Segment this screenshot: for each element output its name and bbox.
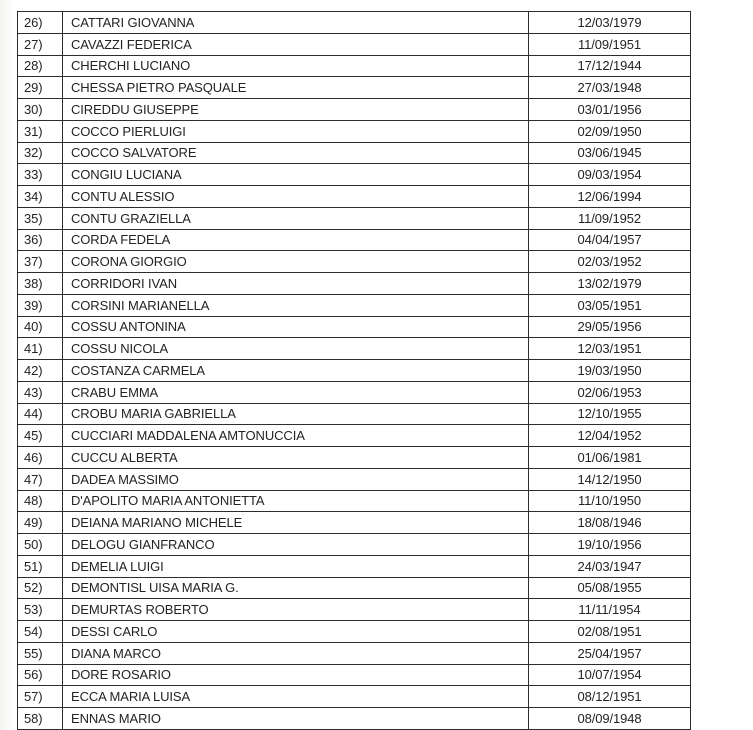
person-name-cell: CUCCIARI MADDALENA AMTONUCCIA (63, 425, 529, 447)
person-name-cell: COCCO SALVATORE (63, 143, 529, 165)
birth-date-cell: 02/06/1953 (529, 382, 691, 404)
row-number-cell: 41) (18, 338, 63, 360)
table-row (18, 599, 691, 621)
table-row (18, 382, 691, 404)
row-number-cell: 57) (18, 686, 63, 708)
birth-date-cell: 12/10/1955 (529, 404, 691, 426)
person-name-cell: CRABU EMMA (63, 382, 529, 404)
table-row (18, 208, 691, 230)
row-number-cell: 51) (18, 556, 63, 578)
person-name-cell: CORRIDORI IVAN (63, 273, 529, 295)
person-name-cell: CONTU GRAZIELLA (63, 208, 529, 230)
birth-date-cell: 14/12/1950 (529, 469, 691, 491)
birth-date-cell: 04/04/1957 (529, 230, 691, 252)
person-name-cell: CUCCU ALBERTA (63, 447, 529, 469)
table-row (18, 295, 691, 317)
person-name-cell: DEMURTAS ROBERTO (63, 599, 529, 621)
birth-date-cell: 03/06/1945 (529, 143, 691, 165)
birth-date-cell: 02/09/1950 (529, 121, 691, 143)
birth-date-cell: 11/09/1951 (529, 34, 691, 56)
person-name-cell: CROBU MARIA GABRIELLA (63, 404, 529, 426)
row-number-cell: 49) (18, 512, 63, 534)
row-number-cell: 58) (18, 708, 63, 730)
birth-date-cell: 27/03/1948 (529, 77, 691, 99)
table-row (18, 164, 691, 186)
birth-date-cell: 01/06/1981 (529, 447, 691, 469)
table-row (18, 578, 691, 600)
table-row (18, 643, 691, 665)
row-number-cell: 31) (18, 121, 63, 143)
row-number-cell: 38) (18, 273, 63, 295)
person-name-cell: COSSU ANTONINA (63, 317, 529, 339)
birth-date-cell: 09/03/1954 (529, 164, 691, 186)
table-row (18, 12, 691, 34)
table-row (18, 99, 691, 121)
person-name-cell: CORSINI MARIANELLA (63, 295, 529, 317)
row-number-cell: 28) (18, 56, 63, 78)
row-number-cell: 33) (18, 164, 63, 186)
birth-date-cell: 12/03/1951 (529, 338, 691, 360)
table-row (18, 338, 691, 360)
table-row (18, 425, 691, 447)
table-row (18, 469, 691, 491)
birth-date-cell: 11/10/1950 (529, 491, 691, 513)
birth-date-cell: 12/03/1979 (529, 12, 691, 34)
person-name-cell: CHERCHI LUCIANO (63, 56, 529, 78)
person-name-cell: CONGIU LUCIANA (63, 164, 529, 186)
table-row (18, 404, 691, 426)
person-name-cell: ECCA MARIA LUISA (63, 686, 529, 708)
birth-date-cell: 29/05/1956 (529, 317, 691, 339)
row-number-cell: 43) (18, 382, 63, 404)
scan-left-margin (0, 0, 14, 730)
table-row (18, 708, 691, 730)
row-number-cell: 36) (18, 230, 63, 252)
person-name-cell: CHESSA PIETRO PASQUALE (63, 77, 529, 99)
row-number-cell: 37) (18, 251, 63, 273)
person-name-cell: ENNAS MARIO (63, 708, 529, 730)
birth-date-cell: 24/03/1947 (529, 556, 691, 578)
birth-date-cell: 19/10/1956 (529, 534, 691, 556)
row-number-cell: 53) (18, 599, 63, 621)
person-name-cell: DELOGU GIANFRANCO (63, 534, 529, 556)
person-name-cell: DEMONTISL UISA MARIA G. (63, 578, 529, 600)
birth-date-cell: 17/12/1944 (529, 56, 691, 78)
row-number-cell: 26) (18, 12, 63, 34)
table-row (18, 56, 691, 78)
row-number-cell: 32) (18, 143, 63, 165)
birth-date-cell: 03/01/1956 (529, 99, 691, 121)
table-row (18, 621, 691, 643)
row-number-cell: 47) (18, 469, 63, 491)
row-number-cell: 55) (18, 643, 63, 665)
row-number-cell: 54) (18, 621, 63, 643)
table-row (18, 121, 691, 143)
person-name-cell: CORDA FEDELA (63, 230, 529, 252)
person-name-cell: COCCO PIERLUIGI (63, 121, 529, 143)
table-row (18, 34, 691, 56)
row-number-cell: 27) (18, 34, 63, 56)
person-name-cell: CATTARI GIOVANNA (63, 12, 529, 34)
row-number-cell: 44) (18, 404, 63, 426)
table-row (18, 665, 691, 687)
person-name-cell: CAVAZZI FEDERICA (63, 34, 529, 56)
row-number-cell: 52) (18, 578, 63, 600)
birth-date-cell: 19/03/1950 (529, 360, 691, 382)
table-row (18, 447, 691, 469)
person-name-cell: COSTANZA CARMELA (63, 360, 529, 382)
table-row (18, 317, 691, 339)
birth-date-cell: 12/04/1952 (529, 425, 691, 447)
row-number-cell: 40) (18, 317, 63, 339)
row-number-cell: 35) (18, 208, 63, 230)
row-number-cell: 50) (18, 534, 63, 556)
person-name-cell: DORE ROSARIO (63, 665, 529, 687)
table-row (18, 491, 691, 513)
row-number-cell: 42) (18, 360, 63, 382)
table-row (18, 273, 691, 295)
birth-date-cell: 02/03/1952 (529, 251, 691, 273)
person-name-cell: COSSU NICOLA (63, 338, 529, 360)
birth-date-cell: 08/12/1951 (529, 686, 691, 708)
birth-date-cell: 11/09/1952 (529, 208, 691, 230)
birth-date-cell: 18/08/1946 (529, 512, 691, 534)
person-name-cell: DESSI CARLO (63, 621, 529, 643)
table-row (18, 186, 691, 208)
row-number-cell: 48) (18, 491, 63, 513)
table-row (18, 556, 691, 578)
birth-date-cell: 25/04/1957 (529, 643, 691, 665)
row-number-cell: 45) (18, 425, 63, 447)
birth-date-cell: 13/02/1979 (529, 273, 691, 295)
person-name-cell: CONTU ALESSIO (63, 186, 529, 208)
row-number-cell: 56) (18, 665, 63, 687)
table-row (18, 77, 691, 99)
person-name-cell: DIANA MARCO (63, 643, 529, 665)
birth-date-cell: 11/11/1954 (529, 599, 691, 621)
person-name-cell: DEIANA MARIANO MICHELE (63, 512, 529, 534)
table-row (18, 512, 691, 534)
birth-date-cell: 10/07/1954 (529, 665, 691, 687)
table-row (18, 686, 691, 708)
table-row (18, 251, 691, 273)
table-row (18, 534, 691, 556)
person-name-cell: DEMELIA LUIGI (63, 556, 529, 578)
birth-date-cell: 05/08/1955 (529, 578, 691, 600)
birth-date-cell: 12/06/1994 (529, 186, 691, 208)
row-number-cell: 29) (18, 77, 63, 99)
birth-date-cell: 02/08/1951 (529, 621, 691, 643)
person-name-cell: D'APOLITO MARIA ANTONIETTA (63, 491, 529, 513)
row-number-cell: 46) (18, 447, 63, 469)
person-name-cell: CORONA GIORGIO (63, 251, 529, 273)
table-row (18, 230, 691, 252)
row-number-cell: 39) (18, 295, 63, 317)
people-table (17, 11, 691, 730)
row-number-cell: 34) (18, 186, 63, 208)
row-number-cell: 30) (18, 99, 63, 121)
birth-date-cell: 08/09/1948 (529, 708, 691, 730)
table-row (18, 360, 691, 382)
birth-date-cell: 03/05/1951 (529, 295, 691, 317)
person-name-cell: CIREDDU GIUSEPPE (63, 99, 529, 121)
person-name-cell: DADEA MASSIMO (63, 469, 529, 491)
table-row (18, 143, 691, 165)
